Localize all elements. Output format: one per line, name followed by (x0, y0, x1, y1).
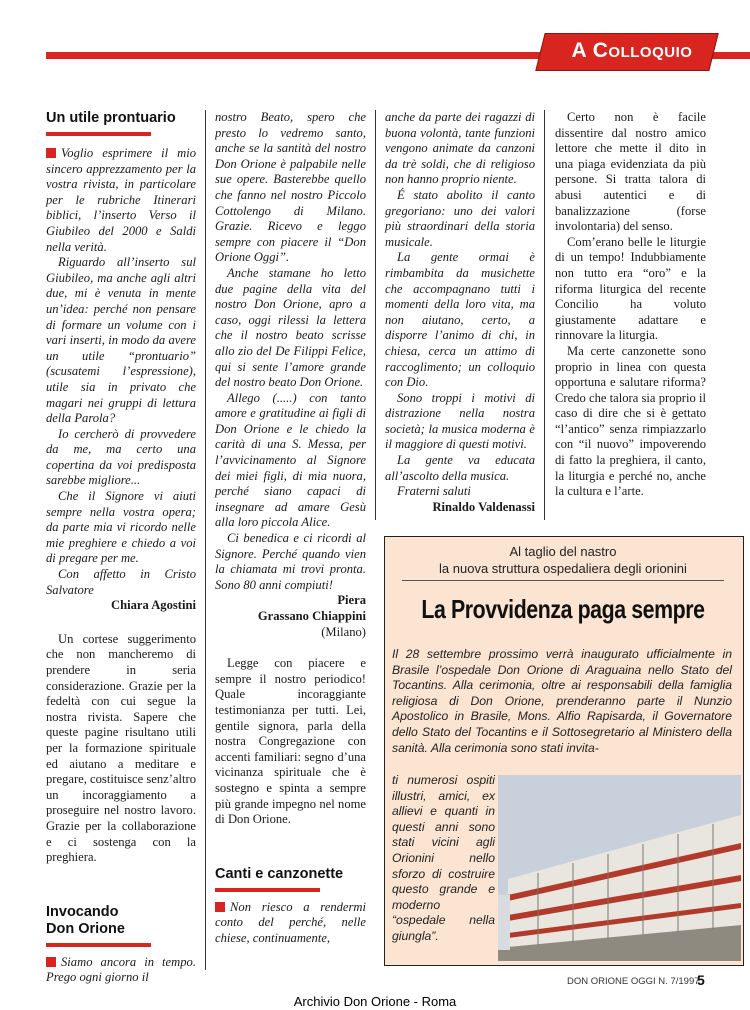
heading-underline (46, 132, 151, 136)
letter-paragraph: Io cercherò di provvedere da me, ma certo una copertina da voi predisposta sarebbe migliore... (46, 426, 196, 488)
hospital-photo (498, 775, 741, 961)
heading-underline (46, 943, 151, 947)
red-square-bullet (46, 148, 56, 158)
letter-city: (Milano) (321, 624, 366, 639)
news-title: La Provvidenza paga sempre (421, 594, 705, 624)
red-square-bullet (215, 902, 225, 912)
section-title: A Colloquio (571, 39, 693, 62)
column-divider (544, 110, 545, 520)
letter-paragraph: Voglio esprimere il mio sincero apprezzamento per la vostra rivista, in particolare per le rubriche Itinerari biblici, l’inserto Verso il Giubileo del 2000 e Saldi nella verità. (46, 146, 196, 254)
letter-paragraph: Che il Signore vi aiuti sempre nella vostra opera; da parte mia vi ricordo nelle mie preghiere e chiedo a voi di pregare per me. (46, 489, 196, 566)
editor-reply: Ma certe canzonette sono proprio in linea con questa opportuna e salutare riforma? Credo che talora sia proprio il caso di dire che si è gettato “l’antico” senza rimpiazzarlo con “il nuovo” impoverendo di fatto la preghiera, il canto, la liturgia e perché no, anche la cultura e l’arte. (555, 343, 706, 499)
kicker-line: la nuova struttura ospedaliera degli orionini (439, 561, 687, 576)
column-4 (555, 110, 706, 500)
letter-paragraph: nostro Beato, spero che presto lo vedremo santo, anche se la santità del nostro Don Orione è palpabile nelle sue opere. Basterebbe quello che fanno nel nostro Piccolo Cottolengo di Milano. Grazie. Ricevo e leggo sempre con piacere il “Don Orione Oggi”. (215, 110, 366, 265)
letter-paragraph: Ci benedica e ci ricordi al Signore. Perché quando vien la chiamata mi trovi pronta. Sono 80 anni compiuti! (215, 531, 366, 592)
column-1 (46, 110, 196, 986)
letter-paragraph: anche da parte dei ragazzi di buona volontà, tante funzioni vengono animate da canzoni da trè soldi, che di religioso non hanno proprio niente. (385, 110, 535, 187)
letter-heading: Canti e canzonette (215, 865, 344, 882)
letter-paragraph: Sono troppi i motivi di distrazione nella nostra società; la musica moderna è il maggiore di questi motivi. (385, 390, 535, 452)
letter-paragraph: Riguardo all’inserto sul Giubileo, ma anche agli altri due, mi è venuta in mente un’idea: perché non pensare di formare un volume con i vari inserti, in modo da avere un utile “prontuario” (scusatemi l’espressione), utile sia in privato che magari nei gruppi di lettura della Parola? (46, 255, 196, 426)
column-divider (375, 110, 376, 520)
news-kicker (390, 543, 736, 577)
editor-reply: Certo non è facile dissentire dal nostro amico lettore che mette il dito in una piaga evidenziata da più persone. Si tratta talora di abusi autentici e di banalizzazione (forse involontaria) del senso. (555, 110, 706, 234)
letter-paragraph: Anche stamane ho letto due pagine della vita del nostro Don Orione, apro a caso, oggi rilessi la lettera che il nostro beato scrisse allo zio del De Filippi Felice, qui si sente l’amore grande del nostro beato Don Orione. (215, 265, 366, 390)
letter-heading: Invocando Don Orione (46, 903, 125, 937)
editor-reply: Com’erano belle le liturgie di un tempo! Indubbiamente non tutto era “oro” e la riforma liturgica del recente Concilio ha voluto giustamente adattare e rinnovare la liturgia. (555, 234, 706, 343)
editor-reply: Un cortese suggerimento che non mancheremo di prendere in seria considerazione. Grazie per la fedeltà con cui segue la nostra rivista. Sapere che queste pagine risultano utili per la formazione spirituale ed aiutano a meditare e pregare, costituisce senz’altro un incoraggiamento a proseguire nel nostro lavoro. Grazie per la collaborazione e ci sostenga con la preghiera. (46, 631, 197, 865)
editor-reply: Legge con piacere e sempre il nostro periodico! Quale incoraggiante testimonianza per tutti. Lei, gentile signora, parla della nostra Congregazione con accenti familiari: segno d’una vicinanza spirituale che è sostegno e spinta a sempre più grande impegno nel nome di Don Orione. (215, 656, 366, 827)
column-divider (205, 110, 206, 970)
letter-signature: Grassano Chiappini (257, 609, 366, 623)
letter-paragraph: É stato abolito il canto gregoriano: uno dei valori più straordinari della storia musicale. (385, 187, 535, 249)
column-2 (215, 110, 366, 947)
letter-closing: Fraterni saluti (397, 484, 471, 499)
letter-paragraph: Allego (.....) con tanto amore e gratitudine ai figli di Don Orione e le chiedo la carità di una S. Messa, per l’avvicinamento al Signore dei miei figli, di mia nuora, perché siano capaci di insegnare ad amare Gesù alla loro piccola Alice. (215, 390, 366, 530)
kicker-rule (402, 580, 724, 581)
letter-paragraph: Non riesco a rendermi conto del perché, nelle chiese, continuamente, (215, 899, 366, 945)
kicker-line: Al taglio del nastro (509, 544, 617, 559)
letter-heading: Un utile prontuario (46, 110, 176, 126)
letter-paragraph: La gente va educata all’ascolto della musica. (385, 453, 535, 483)
red-square-bullet (46, 957, 56, 967)
news-lead-text: Il 28 settembre prossimo verrà inaugurato ufficialmente in Brasile l’ospedale Don Orione di Araguaina nello Stato del Tocantins. Alla cerimonia, oltre ai responsabili della famiglia religiosa di Don Orione, prenderanno parte il Nunzio Apostolico in Brasile, Mons. Alfio Rapisarda, il Governatore dello Stato del Tocantins e il Sottosegretario al Ministero della sanità. Alla cerimonia sono stati invita- (392, 647, 732, 755)
heading-underline (215, 888, 320, 892)
letter-paragraph: La gente ormai è rimbambita da musichette che accompagnano tutti i momenti della loro vita, ma non aiutano, certo, a disporre l’animo di chi, in chiesa, cerca un attimo di raccoglimento; un colloquio con Dio. (385, 250, 535, 390)
letter-signature: Chiara Agostini (110, 598, 196, 613)
page-number: 5 (697, 972, 705, 988)
magazine-issue: DON ORIONE OGGI N. 7/1997 (567, 976, 700, 987)
letter-signature: Piera (337, 593, 366, 608)
letter-signature: Rinaldo Valdenassi (432, 499, 535, 514)
letter-paragraph: Siamo ancora in tempo. Prego ogni giorno il (46, 954, 196, 985)
column-3 (385, 110, 535, 515)
archive-caption: Archivio Don Orione - Roma (293, 994, 457, 1009)
letter-paragraph: Con affetto in Cristo Salvatore (46, 567, 196, 597)
news-side-text: ti numerosi ospiti illustri, amici, ex allievi e quanti in questi anni sono stati vicini agli Orionini nello sforzo di costruire questo grande e moderno “ospedale nella giungla”. (392, 773, 495, 943)
hospital-building-image (498, 775, 741, 961)
